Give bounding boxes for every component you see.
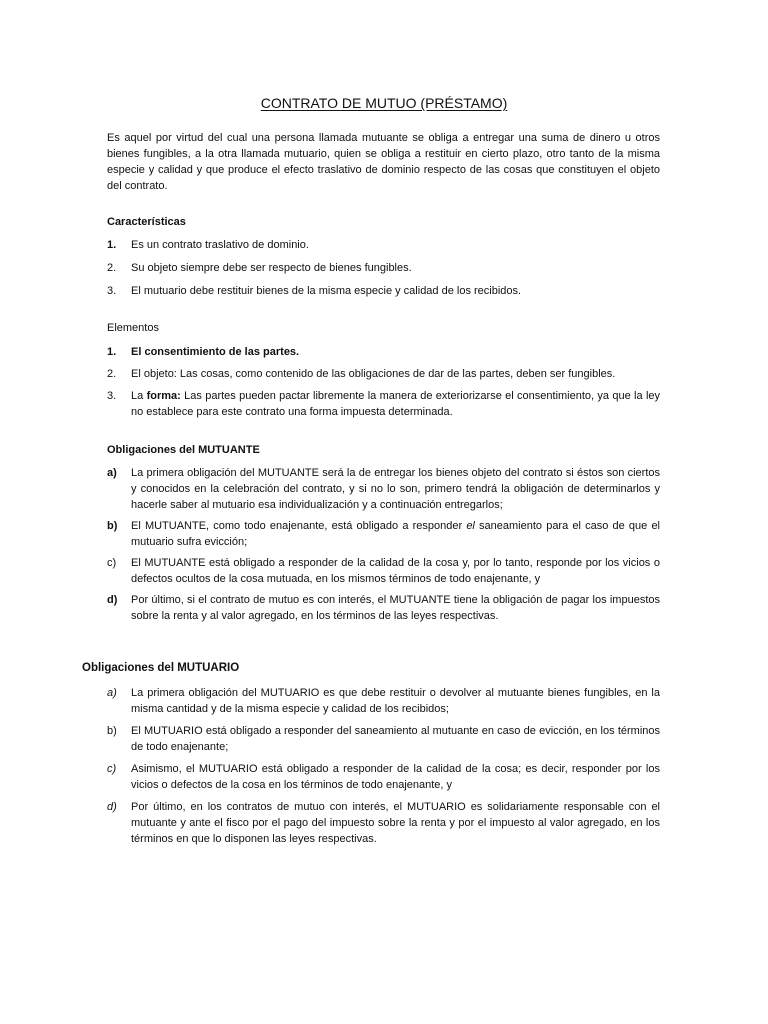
list-marker: d) <box>107 594 118 606</box>
list-marker: b) <box>107 520 118 532</box>
caracteristicas-section <box>107 214 660 299</box>
list-item-text: La primera obligación del MUTUARIO es que debe restituir o devolver al mutuante bienes fungibles, en la misma cantidad y de la misma especie y calidad de los recibidos; <box>131 687 660 715</box>
list-item-text: saneamiento para el caso de que el mutuario sufra evicción; <box>131 520 661 548</box>
list-item-text: El consentimiento de las partes. <box>131 346 300 358</box>
list-item <box>107 685 660 717</box>
list-item-text: Por último, si el contrato de mutuo es con interés, el MUTUANTE tiene la obligación de pagar los impuestos sobre la renta y al valor agregado, en los términos de las leyes respectivas. <box>131 594 660 622</box>
list-item <box>107 555 660 587</box>
list-item-text: El objeto: Las cosas, como contenido de las obligaciones de dar de las partes, deben ser fungibles. <box>131 368 616 380</box>
list-marker: 1. <box>107 346 117 358</box>
list-item <box>107 723 660 755</box>
list-marker: b) <box>107 725 117 737</box>
mutuante-section <box>107 442 660 624</box>
list-item <box>107 465 660 513</box>
list-item-text: Asimismo, el MUTUARIO está obligado a responder de la calidad de la cosa; es decir, responder por los vicios o defectos de la cosa en los términos de todo enajenante, y <box>131 763 660 791</box>
list-item <box>107 237 660 253</box>
list-item-text: Las partes pueden pactar libremente la manera de exteriorizarse el consentimiento, ya que la ley no establece para este contrato una forma impuesta determinada. <box>131 390 660 418</box>
list-item-text: Es un contrato traslativo de dominio. <box>131 239 309 251</box>
list-item <box>107 366 660 382</box>
list-marker: d) <box>107 801 117 813</box>
mutuante-heading: Obligaciones del MUTUANTE <box>107 444 260 456</box>
mutuario-heading: Obligaciones del MUTUARIO <box>82 662 240 674</box>
list-marker: c) <box>107 763 117 775</box>
list-item-text: Su objeto siempre debe ser respecto de bienes fungibles. <box>131 262 412 274</box>
list-marker: 2. <box>107 368 117 380</box>
mutuario-section <box>107 685 660 847</box>
list-item <box>107 592 660 624</box>
list-item <box>107 388 660 420</box>
list-item-text: La primera obligación del MUTUANTE será la de entregar los bienes objeto del contrato si éstos son ciertos y conocidos en la celebración del contrato, y si no lo son, primero tendrá la obligación de determinarlos y hacerle saber al mutuario esa individualización y a continuación entregarlos; <box>131 467 660 511</box>
list-item <box>107 518 660 550</box>
list-item-text: El mutuario debe restituir bienes de la misma especie y calidad de los recibidos. <box>131 285 522 297</box>
caracteristicas-heading: Características <box>107 216 186 228</box>
list-item-text: El MUTUANTE está obligado a responder de la calidad de la cosa y, por lo tanto, responde por los vicios o defectos ocultos de la cosa mutuada, en los mismos términos de todo enajenante, y <box>131 557 660 585</box>
list-item <box>107 799 660 847</box>
elementos-heading: Elementos <box>107 322 159 334</box>
document-title: CONTRATO DE MUTUO (PRÉSTAMO) <box>260 95 508 111</box>
list-item <box>107 344 660 360</box>
list-marker: 2. <box>107 262 117 274</box>
list-item <box>107 260 660 276</box>
list-item <box>107 283 660 299</box>
intro-paragraph: Es aquel por virtud del cual una persona llamada mutuante se obliga a entregar una suma de dinero u otros bienes fungibles, a la otra llamada mutuario, quien se obliga a restituir en cierto plazo, otro tanto de la misma especie y calidad y que produce el efecto traslativo de dominio respecto de las cosas que constituyen el objeto del contrato. <box>107 132 660 192</box>
list-marker: a) <box>107 687 117 699</box>
list-item-text-bold: forma: <box>146 390 181 402</box>
list-item <box>107 761 660 793</box>
list-item-text: Por último, en los contratos de mutuo con interés, el MUTUARIO es solidariamente responsable con el mutuante y ante el fisco por el pago del impuesto sobre la renta y por el impuesto al valor agregado, en los términos en que lo disponen las leyes respectivas. <box>131 801 660 845</box>
list-item-text: El MUTUARIO está obligado a responder del saneamiento al mutuante en caso de evicción, en los términos de todo enajenante; <box>131 725 660 753</box>
list-item-text-pre: El MUTUANTE, como todo enajenante, está obligado a responder <box>131 520 467 532</box>
list-marker: c) <box>107 557 117 569</box>
list-item-text-pre: La <box>131 390 147 402</box>
elementos-section <box>107 320 660 420</box>
list-marker: 3. <box>107 285 117 297</box>
list-marker: 3. <box>107 390 117 402</box>
list-item-text-italic: el <box>466 520 475 532</box>
list-marker: a) <box>107 467 117 479</box>
list-marker: 1. <box>107 239 117 251</box>
